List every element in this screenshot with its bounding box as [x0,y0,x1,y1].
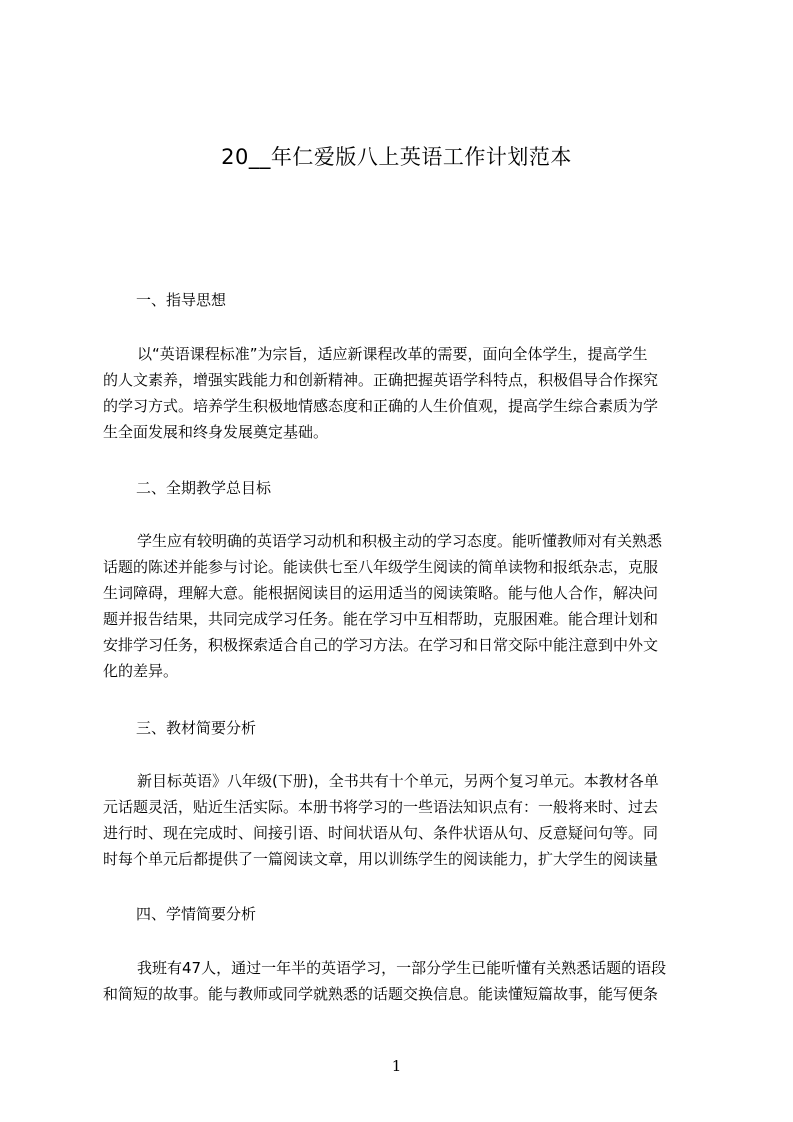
paragraph-line: 和简短的故事。能与教师或同学就熟悉的话题交换信息。能读懂短篇故事，能写便条 [103,985,659,1003]
paragraph-line: 生全面发展和终身发展奠定基础。 [103,423,329,441]
paragraph-line: 学生应有较明确的英语学习动机和积极主动的学习态度。能听懂教师对有关熟悉 [137,532,663,550]
section-heading-guiding-ideology: 一、指导思想 [136,291,227,309]
paragraph-line: 生词障碍，理解大意。能根据阅读目的运用适当的阅读策略。能与他人合作，解决问 [103,584,659,602]
paragraph-line: 题并报告结果，共同完成学习任务。能在学习中互相帮助，克服困难。能合理计划和 [103,610,659,628]
paragraph-line: 以“英语课程标准”为宗旨，适应新课程改革的需要，面向全体学生，提高学生 [137,345,648,363]
paragraph-line: 元话题灵活，贴近生活实际。本册书将学习的一些语法知识点有：一般将来时、过去 [103,798,659,816]
section-paragraph-teaching-goals [103,528,698,684]
section-paragraph-guiding-ideology [103,341,698,445]
section-heading-textbook-analysis: 三、教材简要分析 [136,719,257,737]
page-number: 1 [391,1057,402,1075]
paragraph-line: 进行时、现在完成时、间接引语、时间状语从句、条件状语从句、反意疑问句等。同 [103,824,659,842]
section-paragraph-textbook-analysis [103,768,698,872]
paragraph-line: 化的差异。 [103,662,179,680]
document-title: 20__年仁爱版八上英语工作计划范本 [221,145,572,169]
paragraph-line: 安排学习任务，积极探索适合自己的学习方法。在学习和日常交际中能注意到中外文 [103,636,659,654]
paragraph-line: 时每个单元后都提供了一篇阅读文章，用以训练学生的阅读能力，扩大学生的阅读量 [103,850,659,868]
paragraph-line: 的人文素养，增强实践能力和创新精神。正确把握英语学科特点，积极倡导合作探究 [103,371,659,389]
section-heading-teaching-goals: 二、全期教学总目标 [136,479,272,497]
section-heading-student-analysis: 四、学情简要分析 [136,905,257,923]
paragraph-line: 新目标英语》八年级(下册)，全书共有十个单元，另两个复习单元。本教材各单 [137,772,659,790]
section-paragraph-student-analysis [103,955,698,1007]
paragraph-line: 话题的陈述并能参与讨论。能读供七至八年级学生阅读的简单读物和报纸杂志，克服 [103,558,659,576]
paragraph-line: 我班有47人，通过一年半的英语学习，一部分学生已能听懂有关熟悉话题的语段 [137,959,667,977]
paragraph-line: 的学习方式。培养学生积极地情感态度和正确的人生价值观，提高学生综合素质为学 [103,397,659,415]
